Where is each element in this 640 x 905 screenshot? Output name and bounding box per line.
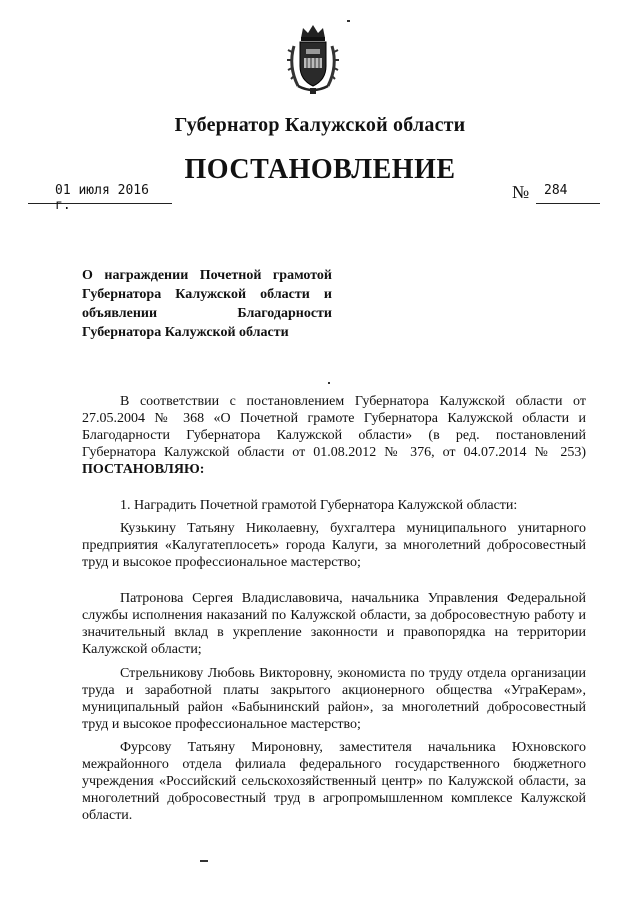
scan-speck [347,20,350,22]
award-item-1: 1. Наградить Почетной грамотой Губернатора Калужской области: [120,498,518,513]
awardee-paragraph: Патронова Сергея Владиславовича, начальника Управления Федеральной службы исполнения наказаний по Калужской области, за добросовестную работу и значительный вклад в укрепление законности и правопорядка на территории Калужской области; [82,591,586,657]
awardee-paragraph: Кузькину Татьяну Николаевну, бухгалтера муниципального унитарного предприятия «Калугатеплосеть» города Калуги, за многолетний добросовестный труд и высокое профессиональное мастерство; [82,521,586,570]
document-type-title: ПОСТАНОВЛЕНИЕ [184,154,456,185]
decree-word: ПОСТАНОВЛЯЮ: [82,462,205,477]
awardee-paragraph: Фурсову Татьяну Мироновну, заместителя начальника Юхновского межрайонного отдела филиала федерального государственного бюджетного учреждения «Российский сельскохозяйственный центр» по Калужской области, за многолетний добросовестный труд в агропромышленном комплексе Калужской области. [82,740,586,823]
awardee-paragraph: Стрельникову Любовь Викторовну, экономиста по труду отдела организации труда и заработной платы закрытого акционерного общества «УграКерам», муниципальный район «Бабынинский район», за многолетний добросовестный труд и высокое профессиональное мастерство; [82,666,586,732]
scan-speck [328,382,330,384]
document-date-field [28,183,172,213]
kaluga-coat-of-arms-icon [284,22,342,96]
document-subject: О награждении Почетной грамотой Губернатора Калужской области и объявлении Благодарности Губернатора Калужской области [82,268,332,340]
document-date: 01 июля 2016 г. [55,183,149,213]
document-number: 284 [544,183,568,198]
scan-speck [200,860,208,862]
issuing-authority: Губернатор Калужской области [174,114,466,136]
preamble-paragraph [82,393,586,478]
document-number-field [536,183,600,204]
preamble-text: В соответствии с постановлением Губернатора Калужской области от 27.05.2004 № 368 «О Почетной грамоте Губернатора Калужской области и Благодарности Губернатора Калужской области» (в ред. постановлений Губернатора Калужской области от 01.08.2012 № 376, от 04.07.2014 № 253) [82,394,586,460]
number-sign: № [512,182,530,202]
